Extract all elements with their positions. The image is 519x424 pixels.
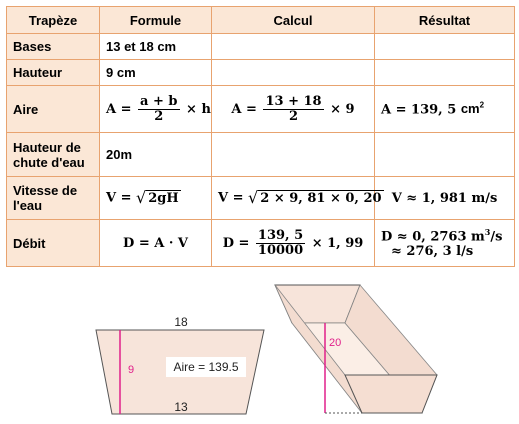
header-trapeze: Trapèze xyxy=(7,7,100,34)
vitesse-formule: V = √ 2gH xyxy=(100,177,212,220)
aire-resultat: A = 139, 5 $cm^2$ xyxy=(375,86,515,133)
vitesse-calcul-radicand: 2 × 9, 81 × 0, 20 xyxy=(260,191,382,206)
label-vitesse: Vitesse de l'eau xyxy=(7,177,100,220)
bases-formule: 13 et 18 cm xyxy=(100,34,212,60)
aire-calcul: A = $\frac{13 + 18}{2}$ × 9 xyxy=(212,86,375,133)
vitesse-calcul: V = √ 2 × 9, 81 × 0, 20 xyxy=(212,177,375,220)
vitesse-formule-radicand: 2gH xyxy=(148,191,179,206)
aire-formule: A = $\frac{a + b}{2}$ × h xyxy=(100,86,212,133)
vitesse-resultat: V ≈ 1, 981 m/s xyxy=(375,177,515,220)
aire-formule-denominator: 2 xyxy=(154,108,164,124)
header-resultat: Résultat xyxy=(375,7,515,34)
label-debit: Débit xyxy=(7,220,100,267)
label-chute: Hauteur de chute d'eau xyxy=(7,133,100,177)
header-formule: Formule xyxy=(100,7,212,34)
debit-resultat: D ≈ 0, 2763 $m^3/s$ ≈ 276, 3 l/s xyxy=(375,220,515,267)
label-aire: Aire xyxy=(7,86,100,133)
debit-calcul-numerator: 139, 5 xyxy=(257,227,304,243)
top-base-label: 18 xyxy=(174,315,188,329)
label-hauteur: Hauteur xyxy=(7,60,100,86)
height-label: 9 xyxy=(128,364,135,376)
header-calcul: Calcul xyxy=(212,7,375,34)
aire-calcul-denominator: 2 xyxy=(289,108,299,124)
bottom-base-label: 13 xyxy=(174,400,188,414)
label-bases: Bases xyxy=(7,34,100,60)
debit-calcul: D = $\frac{139, 5}{10000}$ × 1, 99 xyxy=(212,220,375,267)
aire-formule-numerator: a + b xyxy=(140,93,178,109)
area-label: Aire = 139.5 xyxy=(173,360,239,374)
channel-3d-shape xyxy=(275,285,437,413)
debit-formule: D = A · V xyxy=(100,220,212,267)
debit-calcul-denominator: 10000 xyxy=(257,242,304,258)
hauteur-formule: 9 cm xyxy=(100,60,212,86)
aire-calcul-numerator: 13 + 18 xyxy=(265,93,322,109)
fall-height-label: 20 xyxy=(329,337,342,349)
chute-formule: 20m xyxy=(100,133,212,177)
